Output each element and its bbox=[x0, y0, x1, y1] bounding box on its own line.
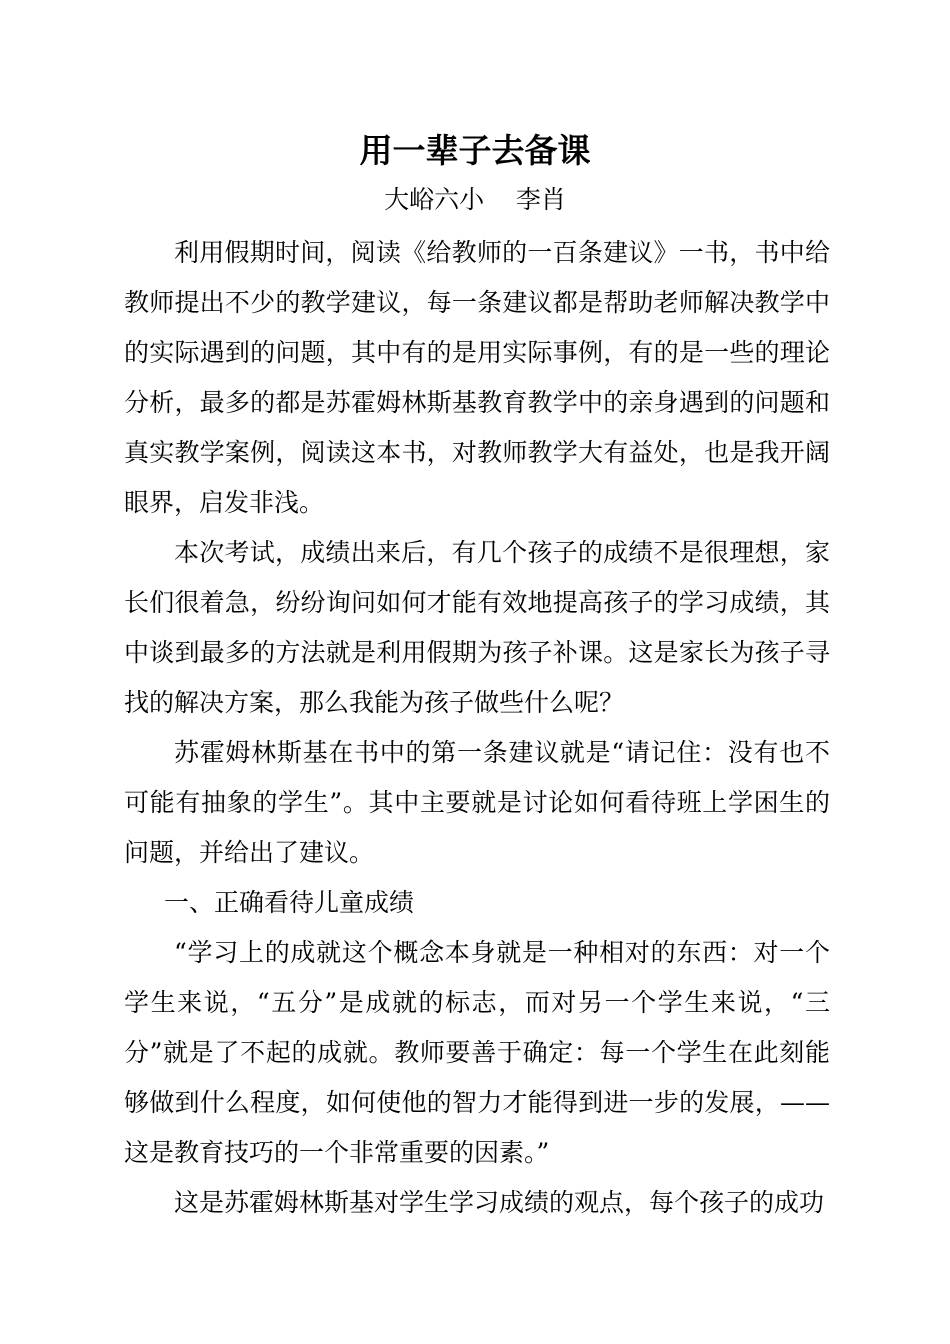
author-line: 大峪六小 李肖 bbox=[384, 185, 566, 214]
body-paragraph: 利用假期时间，阅读《给教师的一百条建议》一书，书中给教师提出不少的教学建议，每一条建议都是帮助老师解决教学中的实际遇到的问题，其中有的是用实际事例，有的是一些的理论分析，最多的都是苏霍姆林斯基教育教学中的亲身遇到的问题和真实教学案例，阅读这本书，对教师教学大有益处，也是我开阔眼界，启发非浅。 bbox=[124, 238, 830, 517]
section-heading: 一、正确看待儿童成绩 bbox=[164, 888, 415, 917]
body-paragraph: 这是苏霍姆林斯基对学生学习成绩的观点，每个孩子的成功 bbox=[174, 1188, 825, 1217]
body-paragraph: 本次考试，成绩出来后，有几个孩子的成绩不是很理想，家长们很着急，纷纷询问如何才能有效地提高孩子的学习成绩，其中谈到最多的方法就是利用假期为孩子补课。这是家长为孩子寻找的解决方案，那么我能为孩子做些什么呢？ bbox=[124, 538, 830, 717]
body-paragraph: “学习上的成就这个概念本身就是一种相对的东西：对一个学生来说，“五分”是成就的标志，而对另一个学生来说，“三分”就是了不起的成就。教师要善于确定：每一个学生在此刻能够做到什么程度，如何使他的智力才能得到进一步的发展，——这是教育技巧的一个非常重要的因素。” bbox=[124, 938, 830, 1167]
body-paragraph: 苏霍姆林斯基在书中的第一条建议就是“请记住：没有也不可能有抽象的学生”。其中主要就是讨论如何看待班上学困生的问题，并给出了建议。 bbox=[124, 738, 830, 867]
document-title: 用一辈子去备课 bbox=[359, 131, 591, 170]
document-body bbox=[124, 228, 830, 1228]
